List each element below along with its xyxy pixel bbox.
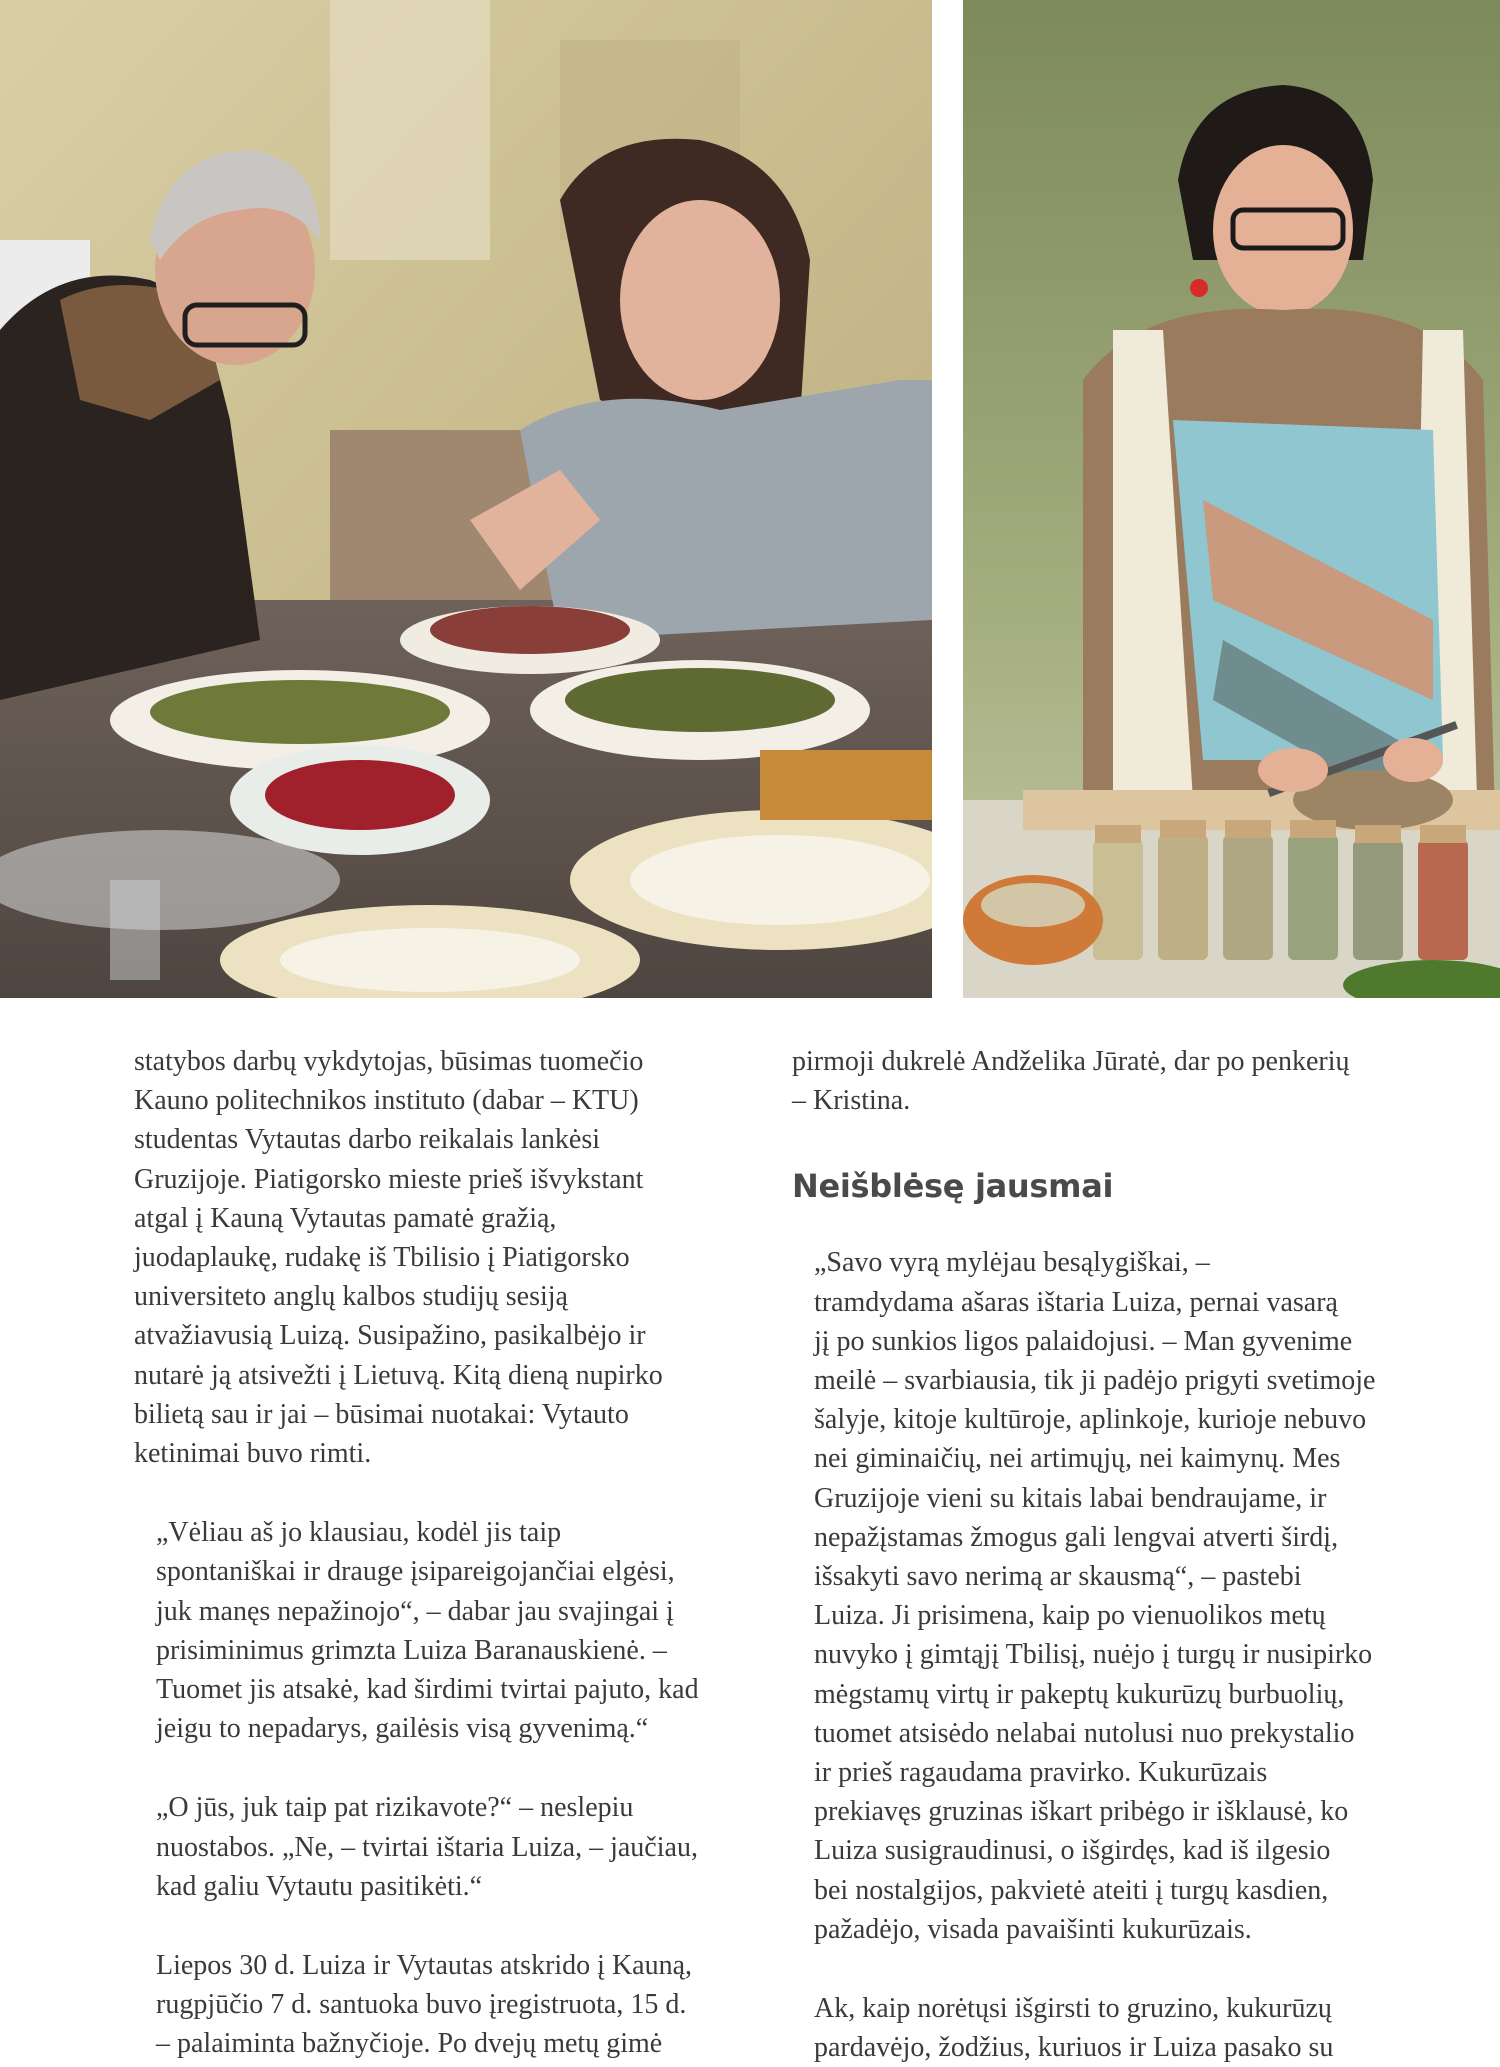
photo-kitchen-group	[0, 0, 932, 998]
paragraph: „Vėliau aš jo klausiau, kodėl jis taip spontaniškai ir drauge įsipareigojančiai elgėsi, juk manęs nepažinojo“, – dabar jau svajingai į prisiminimus grimzta Luiza Baranauskienė. – Tuomet jis atsakė, kad širdimi tvirtai pajuto, kad jeigu to nepadarys, gailėsis visą gyvenimą.“	[156, 1517, 699, 1745]
paragraph: „Savo vyrą mylėjau besąlygiškai, – tramdydama ašaras ištaria Luiza, pernai vasarą jį po sunkios ligos palaidojusi. – Man gyvenime meilė – svarbiausia, tik ji padėjo prigyti svetimoje šalyje, kitoje kultūroje, aplinkoje, kurioje nebuvo nei giminaičių, nei artimųjų, nei kaimynų. Mes Gruzijoje vieni su kitais labai bendraujame, ir nepažįstamas žmogus gali lengvai atverti širdį, išsakyti savo nerimą ar skausmą“, – pastebi Luiza. Ji prisimena, kaip po vienuolikos metų nuvyko į gimtąjį Tbilisį, nuėjo į turgų ir nusipirko mėgstamų virtų ir pakeptų kukurūzų burbuolių, tuomet atsisėdo nelabai nutolusi nuo prekystalio ir prieš ragaudama pravirko. Kukurūzais prekiavęs gruzinas iškart pribėgo ir išklausė, ko Luiza susigraudinusi, o išgirdęs, kad iš ilgesio bei nostalgijos, pakvietė ateiti į turgų kasdien, pažadėjo, visada pavaišinti kukurūzais.	[814, 1247, 1376, 1945]
cooking-photo-icon	[0, 0, 932, 998]
section-heading: Neišblėsę jausmai	[792, 1167, 1114, 1206]
paragraph: Liepos 30 d. Luiza ir Vytautas atskrido į Kauną, rugpjūčio 7 d. santuoka buvo įregistruota, 15 d. – palaiminta bažnyčioje. Po dvejų metų gimė	[156, 1950, 693, 2060]
article-column-left	[134, 1042, 754, 2064]
cooking-photo-icon	[963, 0, 1500, 998]
paragraph: Ak, kaip norėtųsi išgirsti to gruzino, kukurūzų pardavėjo, žodžius, kuriuos ir Luiza pasako su	[814, 1993, 1334, 2064]
paragraph: „O jūs, juk taip pat rizikavote?“ – neslepiu nuostabos. „Ne, – tvirtai ištaria Luiza, – jaučiau, kad galiu Vytautu pasitikėti.“	[156, 1792, 698, 1902]
article-column-right	[792, 1042, 1432, 2067]
photo-woman-cooking	[963, 0, 1500, 998]
paragraph: statybos darbų vykdytojas, būsimas tuomečio Kauno politechnikos instituto (dabar – KTU) studentas Vytautas darbo reikalais lankėsi Gruzijoje. Piatigorsko mieste prieš išvykstant atgal į Kauną Vytautas pamatė gražią, juodaplaukę, rudakę iš Tbilisio į Piatigorsko universiteto anglų kalbos studijų sesiją atvažiavusią Luizą. Susipažino, pasikalbėjo ir nutarė ją atsivežti į Lietuvą. Kitą dieną nupirko bilietą sau ir jai – būsimai nuotakai: Vytauto ketinimai buvo rimti.	[134, 1046, 663, 1470]
paragraph: pirmoji dukrelė Andželika Jūratė, dar po penkerių – Kristina.	[792, 1046, 1350, 1117]
